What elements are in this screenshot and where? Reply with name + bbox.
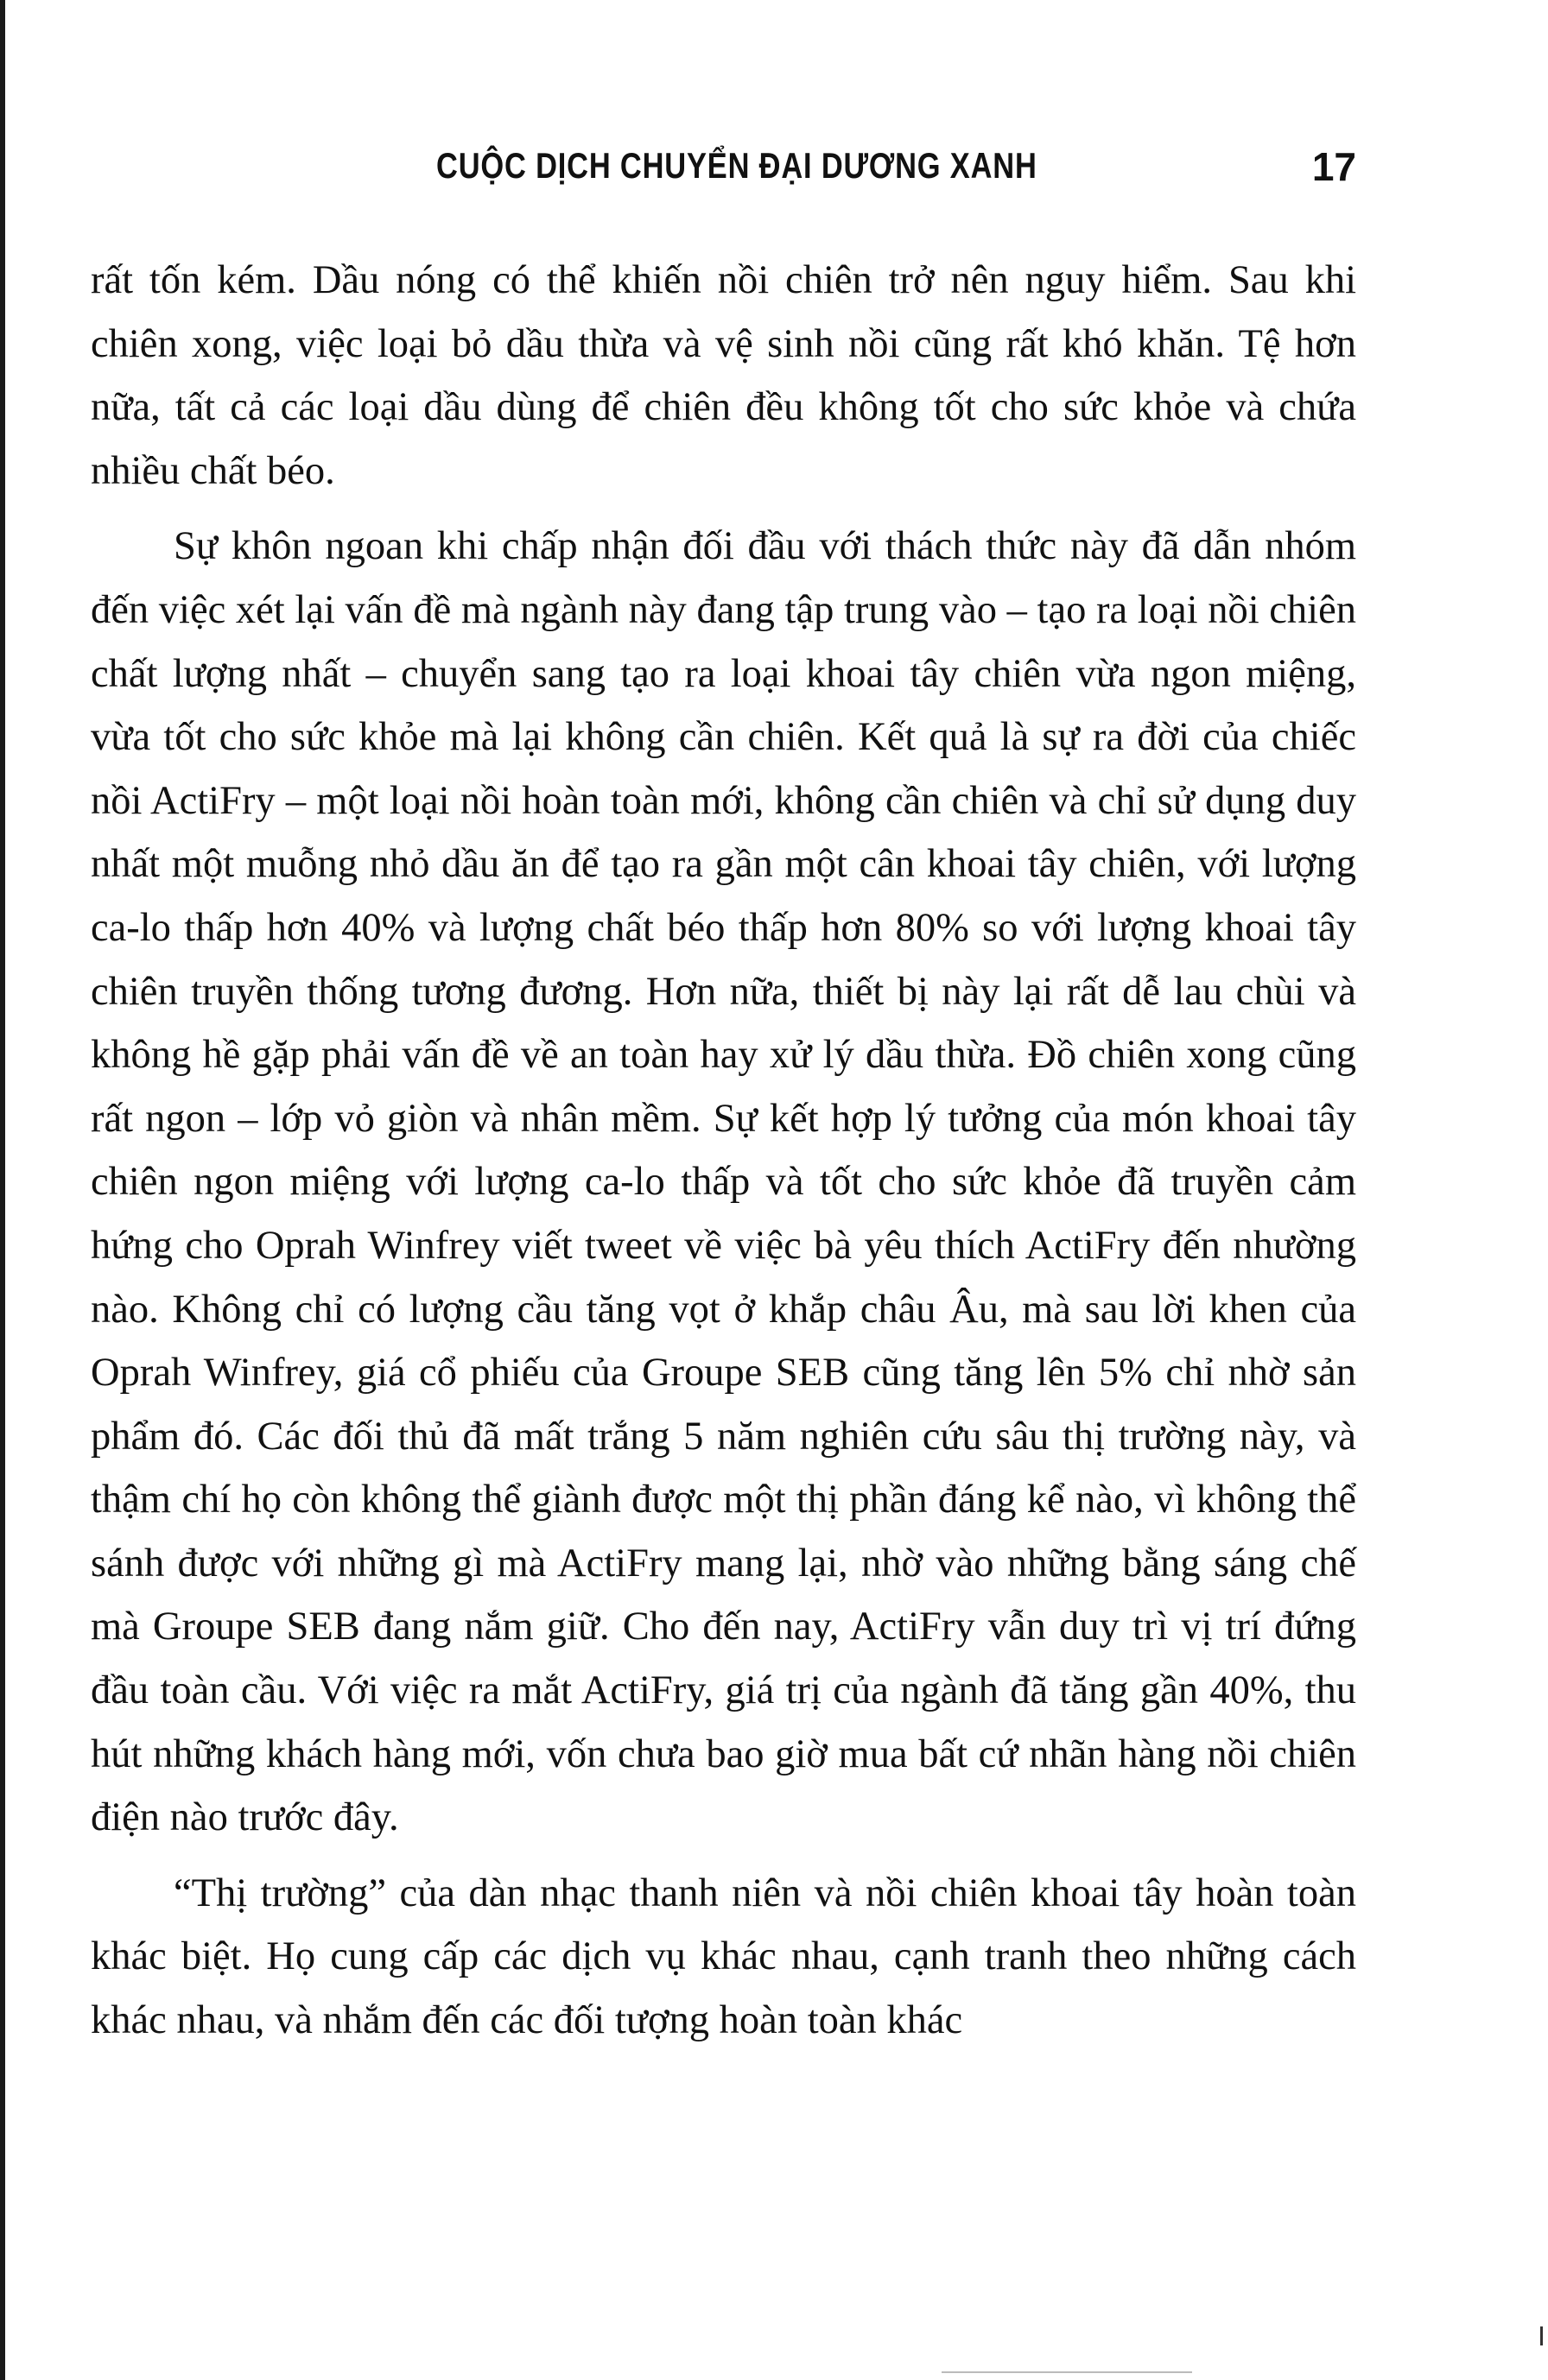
chapter-title: CUỘC DỊCH CHUYỂN ĐẠI DƯƠNG XANH <box>436 145 1037 186</box>
paragraph-continued: rất tốn kém. Dầu nóng có thể khiến nồi chiên trở nên nguy hiểm. Sau khi chiên xong, việc loại bỏ dầu thừa và vệ sinh nồi cũng rất khó khăn. Tệ hơn nữa, tất cả các loại dầu dùng để chiên đều không tốt cho sức khỏe và chứa nhiều chất béo. <box>91 258 1356 493</box>
page-binding-edge <box>0 0 5 2380</box>
body-text <box>91 249 1356 2053</box>
paragraph: Sự khôn ngoan khi chấp nhận đối đầu với thách thức này đã dẫn nhóm đến việc xét lại vấn đề mà ngành này đang tập trung vào – tạo ra loại nồi chiên chất lượng nhất – chuyển sang tạo ra loại khoai tây chiên vừa ngon miệng, vừa tốt cho sức khỏe mà lại không cần chiên. Kết quả là sự ra đời của chiếc nồi ActiFry – một loại nồi hoàn toàn mới, không cần chiên và chỉ sử dụng duy nhất một muỗng nhỏ dầu ăn để tạo ra gần một cân khoai tây chiên, với lượng ca-lo thấp hơn 40% và lượng chất béo thấp hơn 80% so với lượng khoai tây chiên truyền thống tương đương. Hơn nữa, thiết bị này lại rất dễ lau chùi và không hề gặp phải vấn đề về an toàn hay xử lý dầu thừa. Đồ chiên xong cũng rất ngon – lớp vỏ giòn và nhân mềm. Sự kết hợp lý tưởng của món khoai tây chiên ngon miệng với lượng ca-lo thấp và tốt cho sức khỏe đã truyền cảm hứng cho Oprah Winfrey viết tweet về việc bà yêu thích ActiFry đến nhường nào. Không chỉ có lượng cầu tăng vọt ở khắp châu Âu, mà sau lời khen của Oprah Winfrey, giá cổ phiếu của Groupe SEB cũng tăng lên 5% chỉ nhờ sản phẩm đó. Các đối thủ đã mất trắng 5 năm nghiên cứu sâu thị trường này, và thậm chí họ còn không thể giành được một thị phần đáng kể nào, vì không thể sánh được với những gì mà ActiFry mang lại, nhờ vào những bằng sáng chế mà Groupe SEB đang nắm giữ. Cho đến nay, ActiFry vẫn duy trì vị trí đứng đầu toàn cầu. Với việc ra mắt ActiFry, giá trị của ngành đã tăng gần 40%, thu hút những khách hàng mới, vốn chưa bao giờ mua bất cứ nhãn hàng nồi chiên điện nào trước đây. <box>91 524 1356 1840</box>
page-edge-mark <box>1540 2326 1543 2345</box>
bottom-scan-line <box>942 2371 1192 2373</box>
paragraph: “Thị trường” của dàn nhạc thanh niên và nồi chiên khoai tây hoàn toàn khác biệt. Họ cung cấp các dịch vụ khác nhau, cạnh tranh theo những cách khác nhau, và nhắm đến các đối tượng hoàn toàn khác <box>91 1870 1356 2043</box>
page-number: 17 <box>1311 144 1356 189</box>
running-header <box>91 145 1356 206</box>
